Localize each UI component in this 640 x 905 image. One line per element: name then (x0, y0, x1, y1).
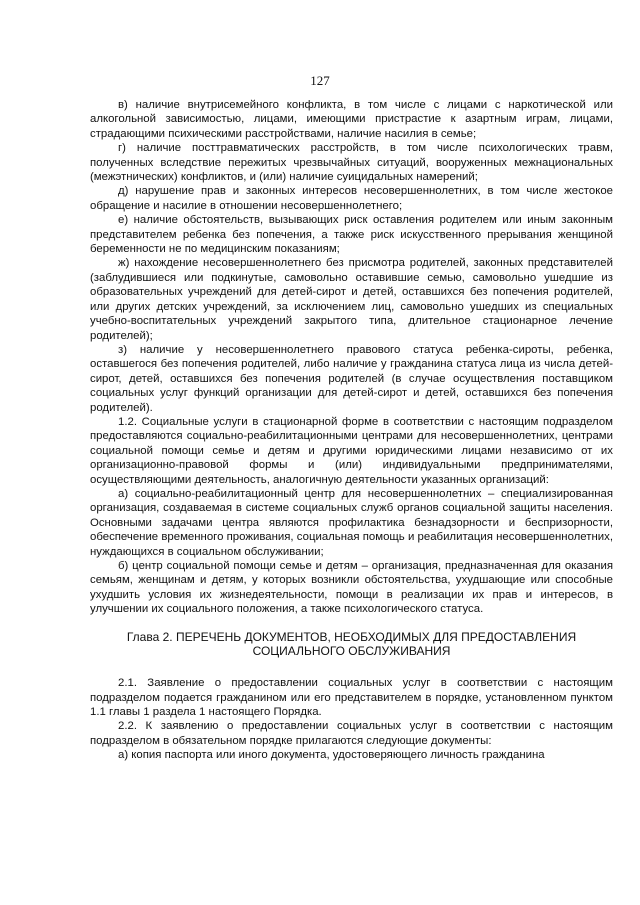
paragraph-1-2: 1.2. Социальные услуги в стационарной форме в соответствии с настоящим подразделом предоставляются социально-реабилитационными центрами для несовершеннолетних, центрами социальной помощи семье и детям и другими юридическими лицами независимо от их организационно-правовой формы и (или) индивидуальными предпринимателями, осуществляющими деятельность, аналогичную деятельности указанных организаций: (90, 415, 613, 486)
paragraph-g: г) наличие посттравматических расстройств, в том числе психологических травм, полученных вследствие пережитых чрезвычайных ситуаций, вооруженных межнациональных (межэтнических) конфликтов, и (или) наличие суицидальных намерений; (90, 142, 613, 184)
paragraph-2-2-a: а) копия паспорта или иного документа, удостоверяющего личность гражданина (118, 749, 545, 762)
page-number: 127 (310, 73, 330, 88)
paragraph-e: е) наличие обстоятельств, вызывающих риск оставления родителем или иным законным представителем ребенка без попечения, а также риск искусственного прерывания женщиной беременности не по медицинским показаниям; (90, 214, 613, 256)
paragraph-2-1: 2.1. Заявление о предоставлении социальных услуг в соответствии с настоящим подразделом подается гражданином или его представителем в порядке, установленном пунктом 1.1 главы 1 раздела 1 настоящего Порядка. (90, 677, 613, 719)
chapter-heading-line-2: СОЦИАЛЬНОГО ОБСЛУЖИВАНИЯ (252, 644, 451, 659)
chapter-heading-line-1: Глава 2. ПЕРЕЧЕНЬ ДОКУМЕНТОВ, НЕОБХОДИМЫХ ДЛЯ ПРЕДОСТАВЛЕНИЯ (126, 629, 577, 644)
chapter-heading (90, 630, 613, 660)
paragraph-v: в) наличие внутрисемейного конфликта, в том числе с лицами с наркотической или алкогольной зависимостью, лицами, имеющими пристрастие к азартным играм, лицами, страдающими психическими расстройствами, наличие насилия в семье; (90, 99, 613, 140)
paragraph-2-2: 2.2. К заявлению о предоставлении социальных услуг в соответствии с настоящим подразделом в обязательном порядке прилагаются следующие документы: (90, 720, 613, 747)
paragraph-z: з) наличие у несовершеннолетнего правового статуса ребенка-сироты, ребенка, оставшегося без попечения родителей, либо наличие у гражданина статуса лица из числа детей-сирот, детей, оставшихся без попечения родителей (в случае осуществления поставщиком социальных услуг функций организации для детей-сирот и детей, оставшихся без попечения родителей). (90, 343, 613, 414)
paragraph-d: д) нарушение прав и законных интересов несовершеннолетних, в том числе жестокое обращение и насилие в отношении несовершеннолетнего; (90, 185, 613, 212)
paragraph-1-2-a: а) социально-реабилитационный центр для несовершеннолетних – специализированная организация, создаваемая в системе социальных служб органов социальной защиты населения. Основными задачами центра являются профилактика безнадзорности и беспризорности, обеспечение временного проживания, социальная помощь и реабилитация несовершеннолетних, нуждающихся в социальном обслуживании; (90, 487, 613, 558)
paragraph-1-2-b: б) центр социальной помощи семье и детям – организация, предназначенная для оказания семьям, женщинам и детям, у которых возникли обстоятельства, ухудшающие или способные ухудшить условия их жизнедеятельности, помощи в реализации их прав и интересов, в улучшении их социального положения, а также психологического статуса. (90, 560, 613, 616)
document-body (90, 98, 613, 763)
paragraph-zh: ж) нахождение несовершеннолетнего без присмотра родителей, законных представителей (заблудившиеся или подкинутые, самовольно оставившие семью, самовольно ушедшие из образовательных учреждений для детей-сирот и детей, оставшихся без попечения родителей, или других детских учреждений, за исключением лиц, самовольно ушедших из специальных учебно-воспитательных учреждений закрытого типа, длительное стационарное лечение родителей); (90, 257, 613, 342)
